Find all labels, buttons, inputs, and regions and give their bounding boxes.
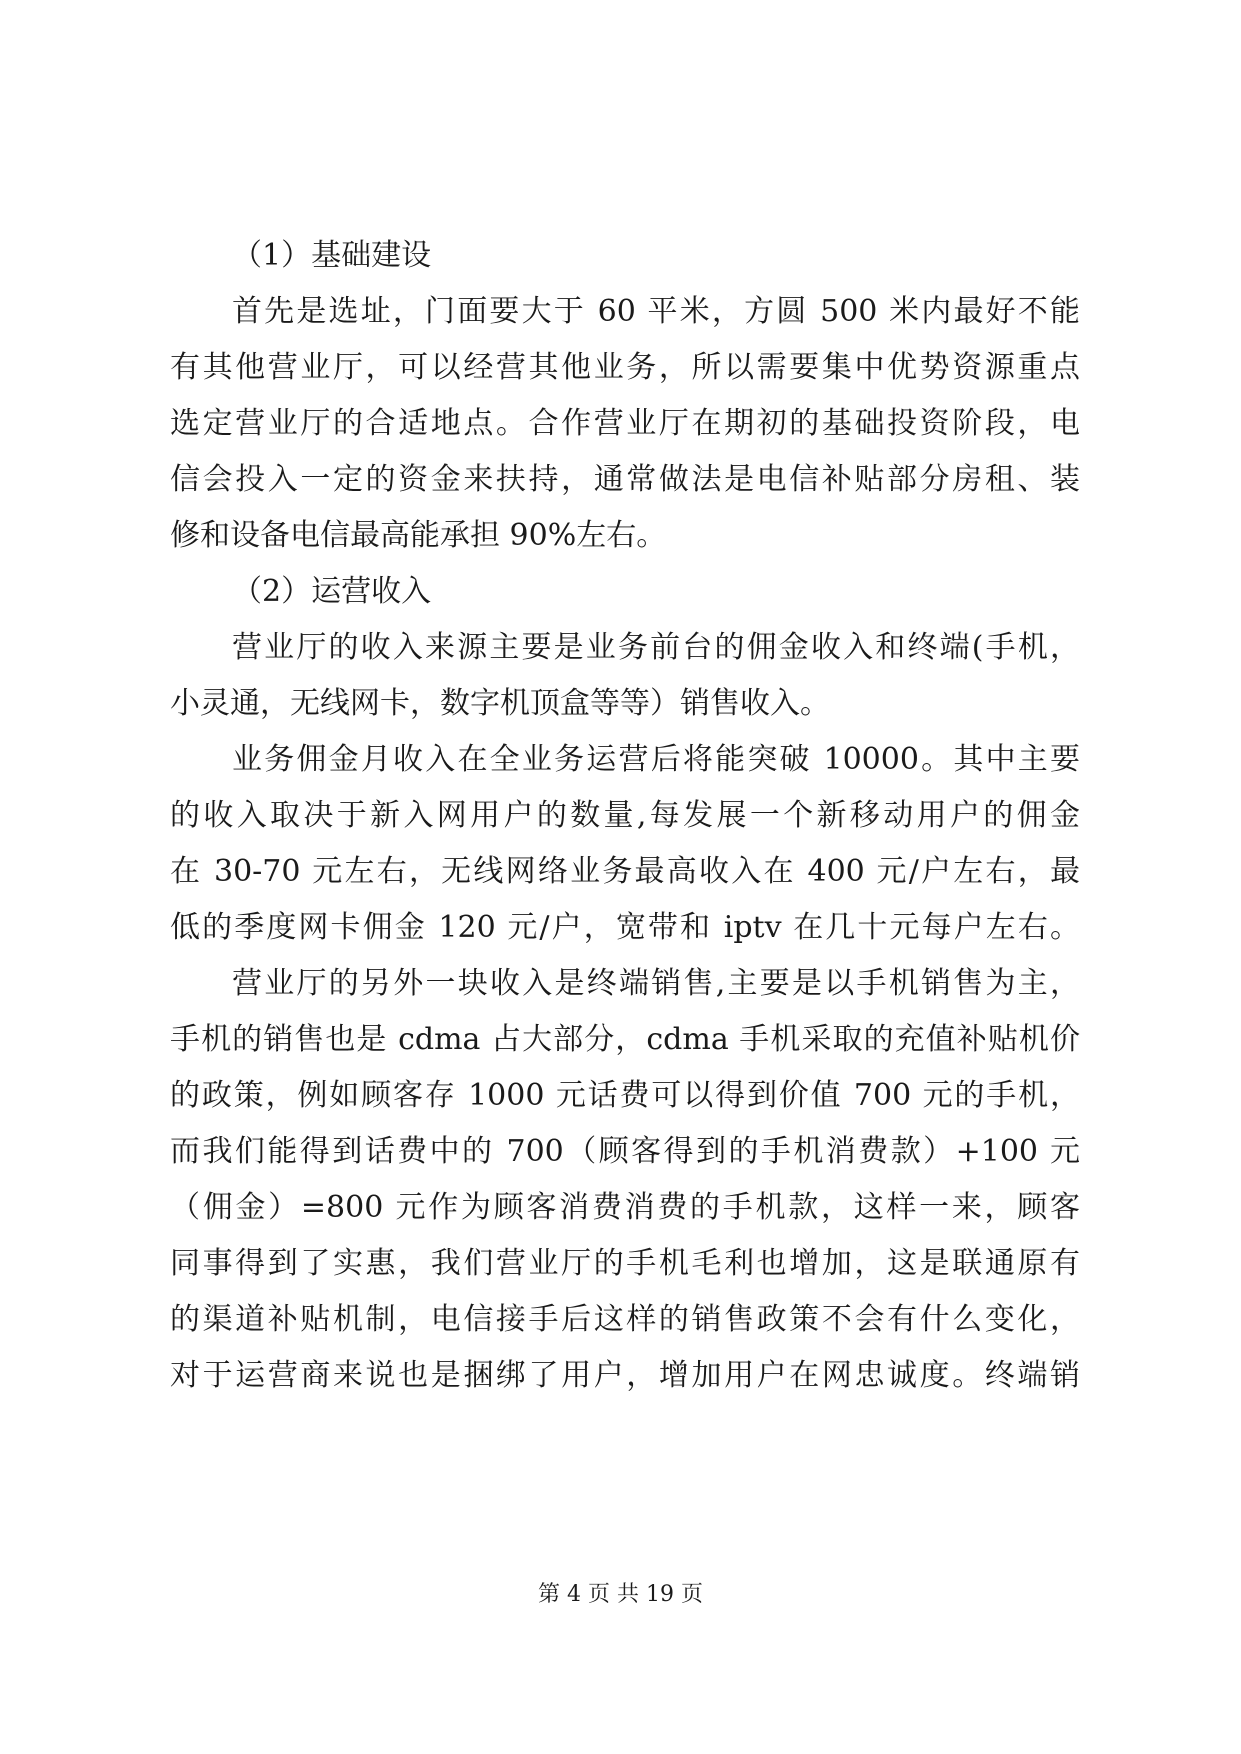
paragraph-income-sources (170, 620, 1080, 732)
paragraph-line: 在 30-70 元左右，无线网络业务最高收入在 400 元/户左右，最 (170, 854, 1080, 889)
paragraph-line: 业务佣金月收入在全业务运营后将能突破 10000。其中主要 (232, 742, 1080, 777)
paragraph-line: 的政策，例如顾客存 1000 元话费可以得到价值 700 元的手机， (170, 1078, 1080, 1113)
section-heading-operating-income: （2）运营收入 (232, 574, 432, 609)
paragraph-line: 的收入取决于新入网用户的数量,每发展一个新移动用户的佣金 (170, 798, 1080, 833)
paragraph-line: 同事得到了实惠，我们营业厅的手机毛利也增加，这是联通原有 (170, 1246, 1080, 1281)
page-number-footer: 第 4 页 共 19 页 (538, 1582, 703, 1607)
paragraph-commission-income (170, 732, 1080, 956)
paragraph-line: 营业厅的另外一块收入是终端销售,主要是以手机销售为主， (232, 966, 1080, 1001)
document-body (170, 228, 1080, 1404)
paragraph-line: （佣金）=800 元作为顾客消费消费的手机款，这样一来，顾客 (170, 1190, 1080, 1225)
section-heading-basic-construction: （1）基础建设 (232, 238, 432, 273)
paragraph-line: 有其他营业厅，可以经营其他业务，所以需要集中优势资源重点 (170, 350, 1080, 385)
paragraph-line: 选定营业厅的合适地点。合作营业厅在期初的基础投资阶段，电 (170, 406, 1080, 441)
paragraph-line: 修和设备电信最高能承担 90%左右。 (170, 518, 667, 553)
paragraph-terminal-sales (170, 956, 1080, 1404)
paragraph-site-selection (170, 284, 1080, 564)
paragraph-line: 低的季度网卡佣金 120 元/户，宽带和 iptv 在几十元每户左右。 (170, 910, 1080, 945)
paragraph-line: 小灵通，无线网卡，数字机顶盒等等）销售收入。 (170, 686, 830, 721)
paragraph-line: 的渠道补贴机制，电信接手后这样的销售政策不会有什么变化， (170, 1302, 1080, 1337)
paragraph-line: 而我们能得到话费中的 700（顾客得到的手机消费款）+100 元 (170, 1134, 1080, 1169)
paragraph-line: 手机的销售也是 cdma 占大部分，cdma 手机采取的充值补贴机价 (170, 1022, 1080, 1057)
paragraph-line: 对于运营商来说也是捆绑了用户，增加用户在网忠诚度。终端销 (170, 1358, 1080, 1393)
paragraph-line: 首先是选址，门面要大于 60 平米，方圆 500 米内最好不能 (232, 294, 1080, 329)
paragraph-line: 营业厅的收入来源主要是业务前台的佣金收入和终端(手机， (232, 630, 1080, 665)
paragraph-line: 信会投入一定的资金来扶持，通常做法是电信补贴部分房租、装 (170, 462, 1080, 497)
